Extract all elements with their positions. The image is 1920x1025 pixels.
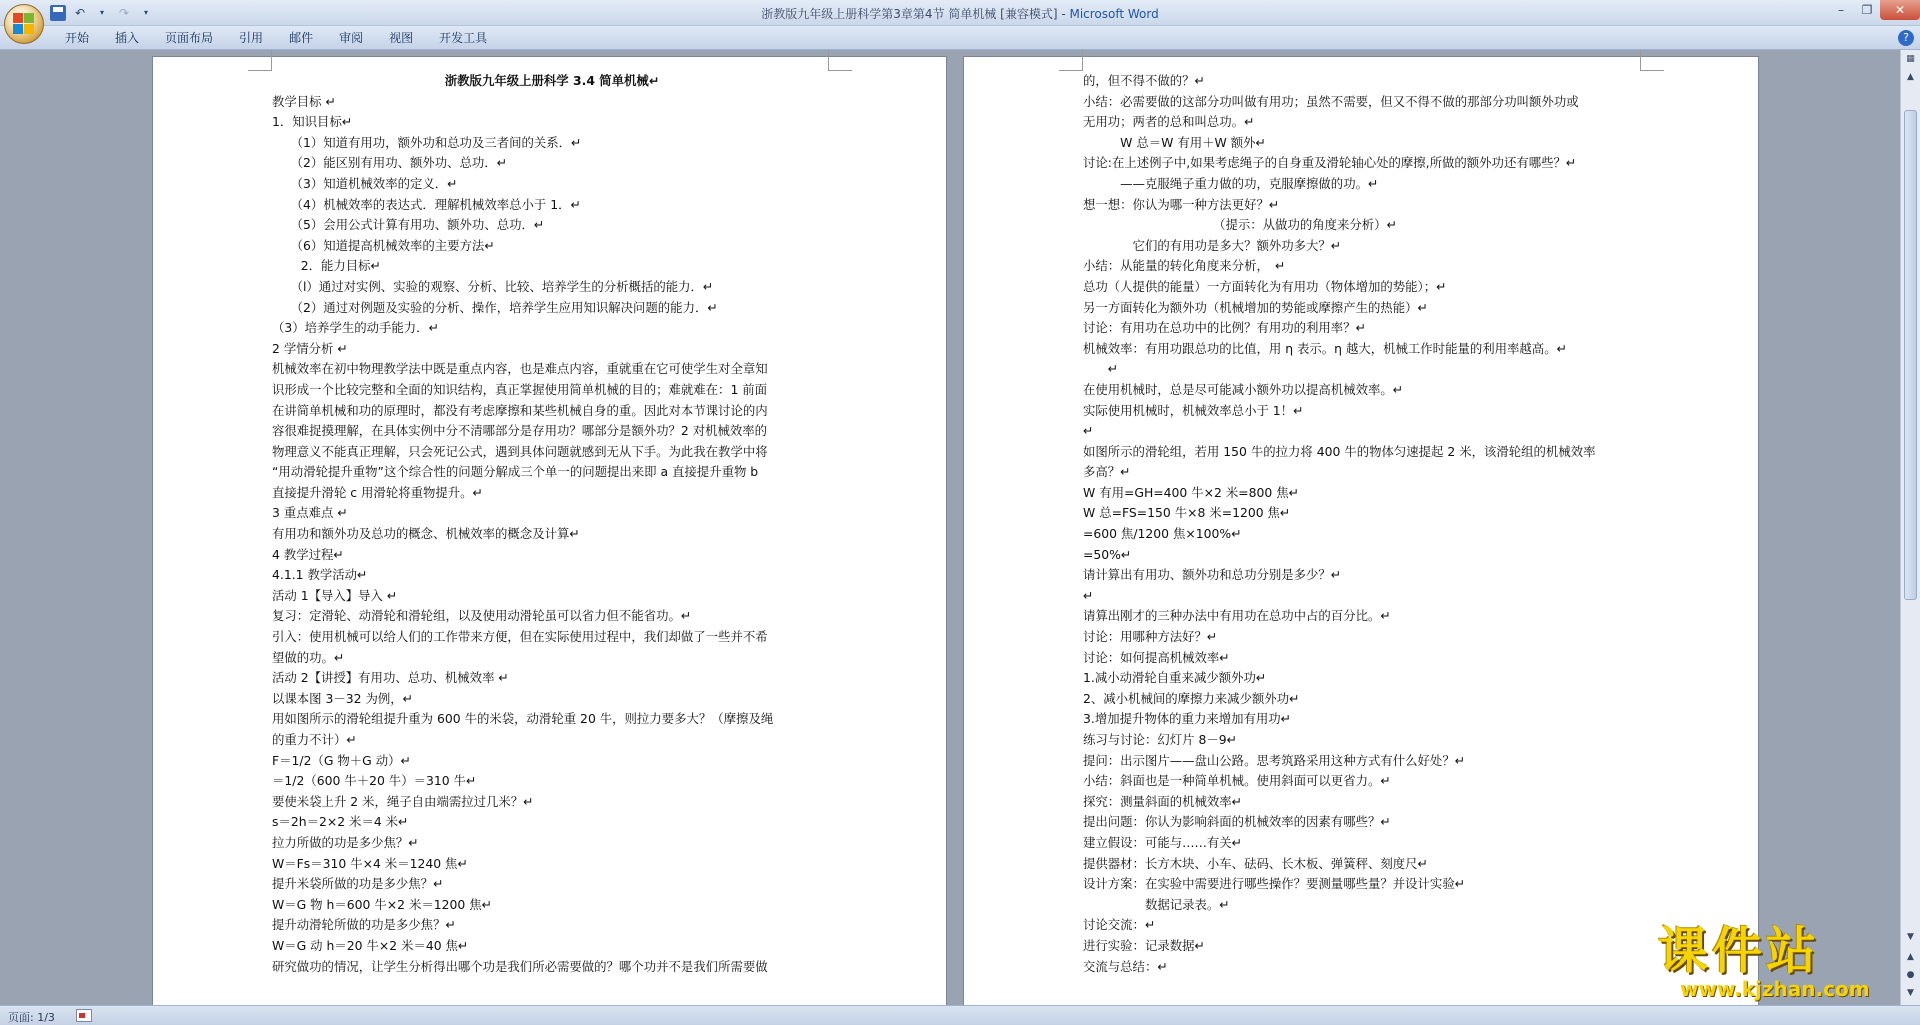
text-line: 进行实验：记录数据↵ [1083,937,1205,953]
text-line: ↵ [1083,587,1094,603]
text-line: 想一想：你认为哪一种方法更好？↵ [1083,196,1280,212]
text-line: s＝2h＝2×2 米＝4 米↵ [272,814,409,830]
text-line: 请计算出有用功、额外功和总功分别是多少？↵ [1083,567,1342,583]
vertical-scrollbar[interactable] [1900,50,1920,1005]
text-line: 讨论：有用功在总功中的比例？有用功的利用率？↵ [1083,320,1366,336]
text-line: 4 教学过程↵ [272,546,344,562]
text-line: W 有用=GH=400 牛×2 米=800 焦↵ [1083,484,1299,500]
text-line: （提示：从做功的角度来分析）↵ [1083,217,1397,233]
text-line: 讨论:在上述例子中,如果考虑绳子的自身重及滑轮轴心处的摩擦,所做的额外功还有哪些？↵ [1083,155,1577,171]
text-line: 用如图所示的滑轮组提升重为 600 牛的米袋，动滑轮重 20 牛，则拉力要多大？（摩擦及绳 [272,711,774,727]
text-line: 无用功；两者的总和叫总功。↵ [1083,114,1255,130]
text-line: W 总=FS=150 牛×8 米=1200 焦↵ [1083,505,1291,521]
text-line: （4）机械效率的表达式．理解机械效率总小于 1．↵ [272,196,581,212]
text-line: 有用功和额外功及总功的概念、机械效率的概念及计算↵ [272,526,580,542]
text-line: 2．能力目标↵ [272,258,381,274]
text-line: 在讲简单机械和功的原理时，都没有考虑摩擦和某些机械自身的重。因此对本节课讨论的内 [272,402,768,418]
text-line: 研究做功的情况，让学生分析得出哪个功是我们所必需要做的？哪个功并不是我们所需要做 [272,958,768,974]
text-line: 另一方面转化为额外功（机械增加的势能或摩擦产生的热能）↵ [1083,299,1428,315]
text-line: “用动滑轮提升重物”这个综合性的问题分解成三个单一的问题提出来即 a 直接提升重物 b [272,464,759,480]
page-2-text[interactable] [1083,71,1643,977]
text-line: 活动 2【讲授】有用功、总功、机械效率 ↵ [272,670,509,686]
next-page-icon[interactable]: ▼ [1907,988,1914,998]
page-2[interactable] [963,56,1759,1005]
scroll-up-icon[interactable]: ▲ [1907,72,1914,82]
browse-object-icon[interactable]: ● [1906,970,1915,980]
text-line: 讨论：如何提高机械效率↵ [1083,649,1230,665]
text-line: 提升米袋所做的功是多少焦？↵ [272,876,444,892]
text-line: 要使米袋上升 2 米，绳子自由端需拉过几米？↵ [272,793,534,809]
text-line: 直接提升滑轮 c 用滑轮将重物提升。↵ [272,484,483,500]
page-indicator[interactable]: 页面: 1/3 [8,1011,55,1024]
text-line: 请算出刚才的三种办法中有用功在总功中占的百分比。↵ [1083,608,1391,624]
text-line: 如图所示的滑轮组，若用 150 牛的拉力将 400 牛的物体匀速提起 2 米，该滑轮组的机械效率 [1083,443,1596,459]
tab-3[interactable]: 引用 [239,31,264,45]
document-heading: 浙教版九年级上册科学 3.4 简单机械↵ [444,73,660,88]
text-line: 讨论：用哪种方法好？↵ [1083,629,1218,645]
text-line: W 总＝W 有用＋W 额外↵ [1083,134,1266,150]
text-line: 的，但不得不做的？↵ [1083,73,1205,88]
text-line: 提供器材：长方木块、小车、砝码、长木板、弹簧秤、刻度尺↵ [1083,855,1428,871]
text-line: F＝1/2（G 物＋G 动）↵ [272,752,411,768]
text-line: 的重力不计）↵ [272,732,357,747]
text-line: 它们的有用功是多大？额外功多大？↵ [1083,237,1342,253]
text-line: 实际使用机械时，机械效率总小于 1！↵ [1083,402,1304,418]
ribbon [0,26,1920,50]
title-bar [0,0,1920,26]
previous-page-icon[interactable]: ▲ [1907,952,1914,962]
text-line: 总功（人提供的能量）一方面转化为有用功（物体增加的势能）；↵ [1083,278,1447,294]
text-line: （1）知道有用功，额外功和总功及三者间的关系．↵ [272,134,582,150]
text-line: 2 学情分析 ↵ [272,340,348,356]
document-title: 浙教版九年级上册科学第3章第4节 简单机械 [兼容模式] - [761,7,1070,21]
help-icon[interactable]: ? [1898,30,1914,46]
crop-mark [1640,50,1664,71]
text-line: 提升动滑轮所做的功是多少焦？↵ [272,917,456,933]
page-1-text[interactable] [272,71,832,977]
text-line: 活动 1【导入】导入 ↵ [272,587,398,603]
crop-mark [1059,50,1083,71]
text-line: 容很难捉摸理解，在具体实例中分不清哪部分是存用功？哪部分是额外功？2 对机械效率的 [272,423,768,439]
text-line: （2）通过对例题及实验的分析、操作，培养学生应用知识解决问题的能力．↵ [272,299,718,315]
ruler-toggle-icon[interactable]: ▦ [1906,54,1915,64]
scroll-down-icon[interactable]: ▼ [1907,932,1914,942]
macro-record-icon[interactable] [76,1009,92,1022]
minimize-button[interactable]: – [1838,3,1844,17]
document-area[interactable] [0,50,1900,1005]
text-line: 设计方案：在实验中需要进行哪些操作？要测量哪些量？并设计实验↵ [1083,876,1466,892]
text-line: 1．知识目标↵ [272,114,353,130]
text-line: 物理意义不能真正理解，只会死记公式，遇到具体问题就感到无从下手。为此我在教学中将 [272,443,768,459]
text-line: W＝Fs＝310 牛×4 米＝1240 焦↵ [272,855,468,871]
text-line: 4.1.1 教学活动↵ [272,567,368,583]
dropdown-icon[interactable]: ▾ [99,8,104,17]
text-line: 讨论交流：↵ [1083,917,1156,933]
text-line: 引入：使用机械可以给人们的工作带来方便，但在实际使用过程中，我们却做了一些并不希 [272,629,768,645]
text-line: （2）能区别有用功、额外功、总功．↵ [272,155,508,171]
tab-7[interactable]: 开发工具 [439,31,488,45]
window-title [0,5,1920,22]
text-line: 复习：定滑轮、动滑轮和滑轮组，以及使用动滑轮虽可以省力但不能省功。↵ [272,608,692,624]
text-line: 机械效率：有用功跟总功的比值，用 η 表示。η 越大，机械工作时能量的利用率越高。↵ [1083,340,1567,356]
text-line: 机械效率在初中物理教学法中既是重点内容，也是难点内容，重就重在它可使学生对全章知 [272,361,768,377]
watermark-title: 课件站 [1658,922,1820,980]
customize-icon[interactable]: ▾ [143,8,148,17]
text-line: 小结：必需要做的这部分功叫做有用功；虽然不需要，但又不得不做的那部分功叫额外功或 [1083,93,1579,109]
text-line: 提问：出示图片——盘山公路。思考筑路采用这种方式有什么好处？↵ [1083,752,1466,768]
text-line: ＝1/2（600 牛＋20 牛）＝310 牛↵ [272,773,477,789]
window-controls [1828,0,1920,22]
text-line: 交流与总结：↵ [1083,958,1168,974]
text-line: W＝G 动 h＝20 牛×2 米＝40 焦↵ [272,937,469,953]
text-line: =600 焦/1200 焦×100%↵ [1083,526,1242,542]
crop-mark [248,50,272,71]
text-line: 数据记录表。↵ [1083,896,1230,912]
tab-2[interactable]: 页面布局 [165,31,214,45]
text-line: 练习与讨论：幻灯片 8－9↵ [1083,732,1237,747]
page-1[interactable] [152,56,947,1005]
text-line: （3）培养学生的动手能力．↵ [272,320,439,336]
text-line: 望做的功。↵ [272,649,345,665]
office-logo-icon [13,13,35,35]
text-line: 识形成一个比较完整和全面的知识结构，真正掌握使用简单机械的目的；难就难在：1 前面 [272,381,768,397]
text-line: 提出问题：你认为影响斜面的机械效率的因素有哪些？↵ [1083,814,1391,830]
undo-icon[interactable]: ↶ [74,6,86,20]
restore-button[interactable]: ❐ [1861,3,1873,17]
text-line: 探究：测量斜面的机械效率↵ [1083,793,1243,809]
text-line: ↵ [1083,423,1094,439]
text-line: ——克服绳子重力做的功，克服摩擦做的功。↵ [1083,175,1379,191]
text-line: 教学目标 ↵ [272,93,336,109]
text-line: 3.增加提升物体的重力来增加有用功↵ [1083,711,1292,727]
tab-4[interactable]: 邮件 [289,31,314,45]
text-line: （6）知道提高机械效率的主要方法↵ [272,237,495,253]
scroll-thumb[interactable] [1904,110,1917,600]
text-line: 小结：斜面也是一种简单机械。使用斜面可以更省力。↵ [1083,773,1391,789]
tab-6[interactable]: 视图 [389,31,414,45]
text-line: （5）会用公式计算有用功、额外功、总功．↵ [272,217,545,233]
text-line: （3）知道机械效率的定义．↵ [272,175,458,191]
text-line: 以课本图 3－32 为例，↵ [272,690,414,706]
office-button[interactable] [4,4,44,44]
tab-5[interactable]: 审阅 [339,31,364,45]
text-line: 小结：从能量的转化角度来分析， ↵ [1083,258,1286,274]
text-line: 建立假设：可能与……有关↵ [1083,834,1243,850]
status-bar [0,1005,1920,1025]
text-line: 2、减小机械间的摩擦力来减少额外功↵ [1083,690,1300,706]
text-line: ↵ [1083,361,1119,377]
text-line: 1.减小动滑轮自重来减少额外功↵ [1083,670,1267,686]
app-name: Microsoft Word [1069,7,1159,21]
ribbon-tabs [52,29,500,47]
redo-icon[interactable]: ↷ [118,6,130,20]
text-line: 3 重点难点 ↵ [272,505,348,521]
crop-mark [828,50,852,71]
text-line: 在使用机械时，总是尽可能减小额外功以提高机械效率。↵ [1083,381,1404,397]
text-line: （l）通过对实例、实验的观察、分析、比较、培养学生的分析概括的能力．↵ [272,278,714,294]
watermark-url: www.kjzhan.com [1680,977,1870,1001]
close-button[interactable]: ✕ [1880,0,1920,20]
tab-1[interactable]: 插入 [115,31,140,45]
text-line: 多高？↵ [1083,464,1131,480]
watermark-logo [1658,922,1904,1003]
tab-0[interactable]: 开始 [65,31,90,45]
text-line: 拉力所做的功是多少焦？↵ [272,834,419,850]
text-line: W＝G 物 h＝600 牛×2 米＝1200 焦↵ [272,896,492,912]
text-line: =50%↵ [1083,546,1132,562]
